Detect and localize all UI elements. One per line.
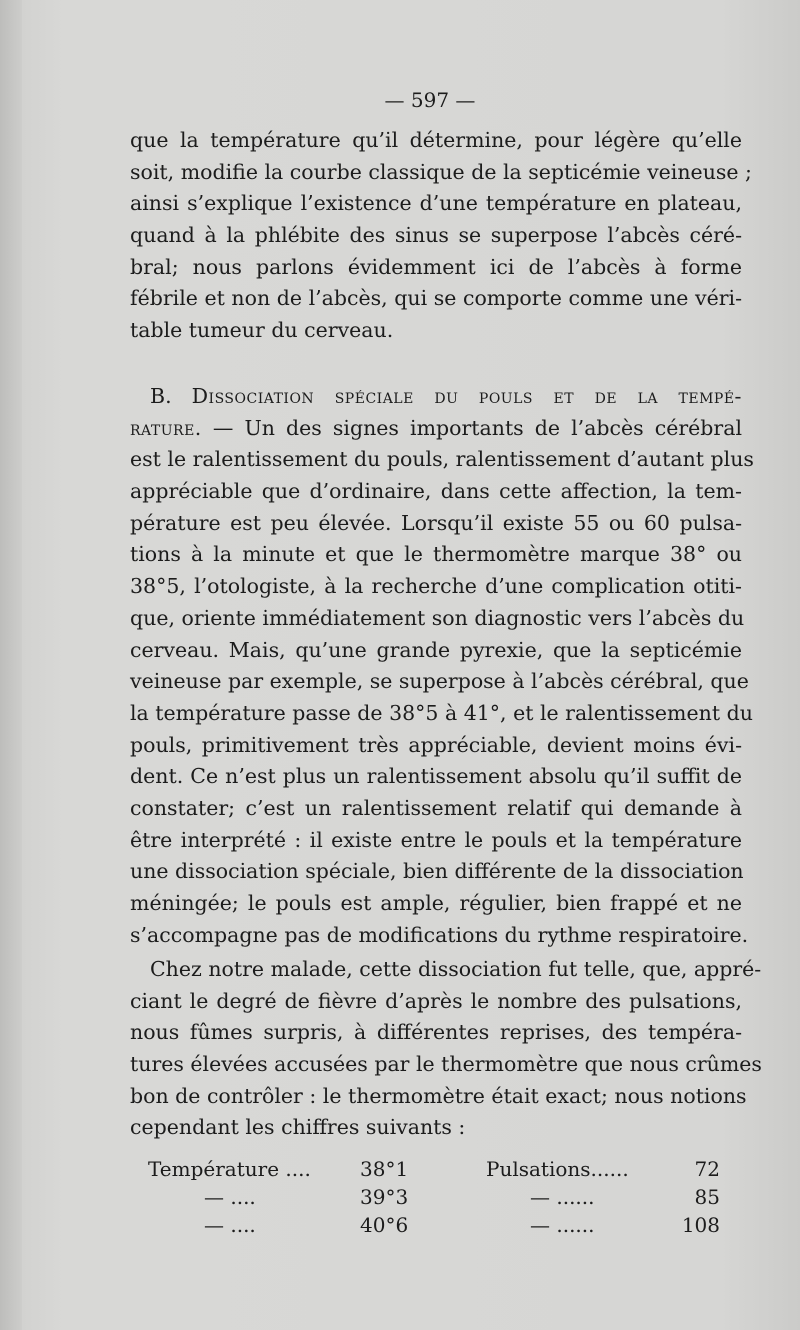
temperature-value: 40°6 xyxy=(360,1213,409,1237)
temperature-value: 38°1 xyxy=(360,1157,409,1181)
text-line: s’accompagne pas de modifications du rythme respiratoire. xyxy=(130,922,749,947)
text-line: ainsi s’explique l’existence d’une température en plateau, xyxy=(130,191,742,216)
text-line: fébrile et non de l’abcès, qui se comporte comme une véri- xyxy=(130,286,742,311)
text-line: bon de contrôler : le thermomètre était exact; nous notions xyxy=(130,1083,747,1108)
text-line: pérature est peu élevée. Lorsqu’il existe 55 ou 60 pulsa- xyxy=(130,510,742,535)
text-line: table tumeur du cerveau. xyxy=(130,318,394,343)
text-line: soit, modifie la courbe classique de la septicémie veineuse ; xyxy=(130,159,752,184)
temperature-label: — .... xyxy=(204,1213,256,1237)
section-prefix: B. xyxy=(150,384,192,408)
text-line: ciant le degré de fièvre d’après le nombre des pulsations, xyxy=(130,988,742,1013)
text-line: bral; nous parlons évidemment ici de l’abcès à forme xyxy=(130,254,742,279)
text-line: veineuse par exemple, se superpose à l’abcès cérébral, que xyxy=(130,669,749,694)
temperature-pulse-table xyxy=(148,1155,728,1239)
text-line: constater; c’est un ralentissement relatif qui demande à xyxy=(130,795,742,820)
section-heading-end: rature. xyxy=(130,415,202,440)
temperature-value: 39°3 xyxy=(360,1185,409,1209)
table-row xyxy=(148,1155,728,1183)
pulse-label: Pulsations...... xyxy=(486,1157,629,1181)
section-first-sentence: — Un des signes importants de l’abcès cérébral xyxy=(201,415,742,440)
section-heading: Dissociation spéciale du pouls et de la tempé- xyxy=(191,384,742,408)
text-line: dent. Ce n’est plus un ralentissement absolu qu’il suffit de xyxy=(130,764,742,789)
text-line: quand à la phlébite des sinus se superpose l’abcès céré- xyxy=(130,223,742,248)
text-line: pouls, primitivement très appréciable, devient moins évi- xyxy=(130,732,742,757)
table-row xyxy=(148,1183,728,1211)
pulse-label: — ...... xyxy=(530,1185,595,1209)
paragraph-1 xyxy=(130,125,752,347)
text-line: Chez notre malade, cette dissociation fut telle, que, appré- xyxy=(150,957,762,981)
pulse-value: 72 xyxy=(694,1157,720,1181)
text-line: appréciable que d’ordinaire, dans cette affection, la tem- xyxy=(130,479,742,504)
temperature-label: — .... xyxy=(204,1185,256,1209)
paragraph-3 xyxy=(130,954,762,1144)
temperature-label: Température .... xyxy=(148,1157,311,1181)
table-row xyxy=(148,1211,728,1239)
section-heading-continuation xyxy=(130,413,742,445)
text-line: être interprété : il existe entre le pouls et la température xyxy=(130,827,742,852)
text-line: tures élevées accusées par le thermomètre que nous crûmes xyxy=(130,1052,762,1077)
section-heading-line xyxy=(130,381,742,413)
text-line: méningée; le pouls est ample, régulier, bien frappé et ne xyxy=(130,891,742,915)
text-line: la température passe de 38°5 à 41°, et le ralentissement du xyxy=(130,700,753,725)
text-line: nous fûmes surpris, à différentes reprises, des tempéra- xyxy=(130,1020,742,1045)
text-line: est le ralentissement du pouls, ralentissement d’autant plus xyxy=(130,447,754,472)
page-gutter-shadow xyxy=(0,0,22,1330)
pulse-value: 85 xyxy=(694,1185,720,1209)
pulse-value: 108 xyxy=(681,1213,720,1237)
pulse-label: — ...... xyxy=(530,1213,595,1237)
text-line: 38°5, l’otologiste, à la recherche d’une complication otiti- xyxy=(130,574,742,599)
text-line: cerveau. Mais, qu’une grande pyrexie, que la septicémie xyxy=(130,637,742,662)
text-line: que la température qu’il détermine, pour légère qu’elle xyxy=(130,128,742,152)
text-line: que, oriente immédiatement son diagnostic vers l’abcès du xyxy=(130,605,745,630)
section-b-paragraph xyxy=(130,381,754,951)
text-line: tions à la minute et que le thermomètre marque 38° ou xyxy=(130,542,742,567)
text-line: cependant les chiffres suivants : xyxy=(130,1115,466,1140)
page-number: — 597 — xyxy=(384,88,476,112)
text-line: une dissociation spéciale, bien différente de la dissociation xyxy=(130,859,744,884)
